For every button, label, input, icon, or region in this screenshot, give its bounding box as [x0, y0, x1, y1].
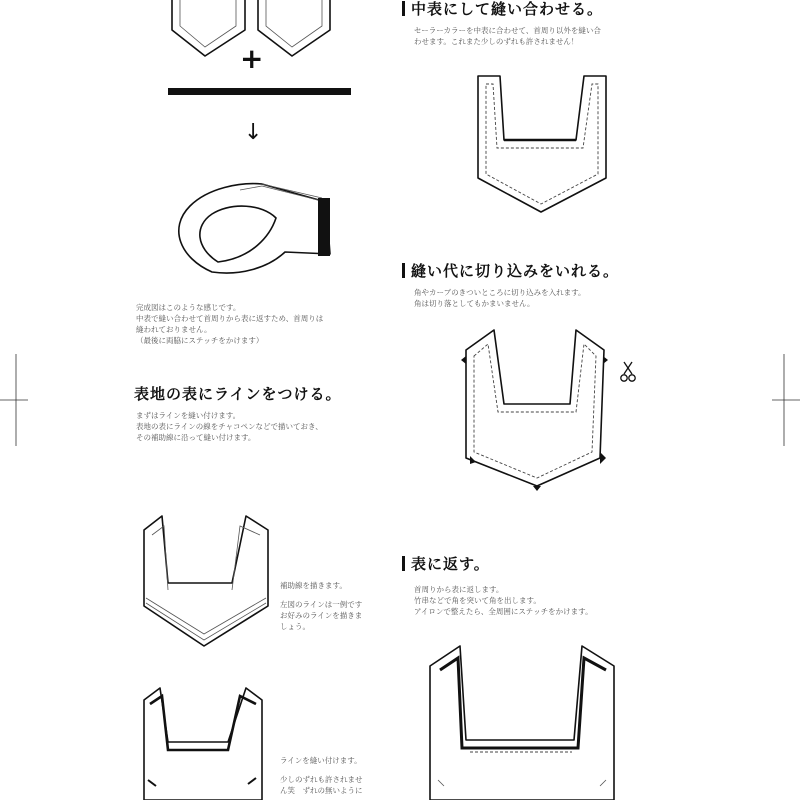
note-line: 左図のラインは一例です	[280, 600, 363, 609]
divider-bar	[168, 88, 351, 95]
note-guide-line	[280, 580, 362, 632]
note-turn-right-side	[414, 584, 593, 617]
registration-mark-right	[772, 354, 800, 446]
note-line: （最後に両脇にステッチをかけます）	[136, 336, 264, 345]
note-line: 角は切り落としてもかまいません。	[414, 299, 535, 308]
collar-notch-illustration	[461, 330, 608, 491]
note-completed	[136, 302, 323, 346]
scissors-icon	[621, 362, 635, 381]
arrow-down-icon: ↓	[244, 120, 263, 145]
heading-bar	[402, 556, 405, 571]
collar-guide-line-illustration	[144, 516, 268, 646]
note-line: 角やカーブのきついところに切り込みを入れます。	[414, 288, 586, 297]
note-line: わせます。これまた少しのずれも許されません！	[414, 37, 579, 46]
note-line: 縫われておりません。	[136, 325, 212, 334]
collar-turned-illustration	[430, 646, 614, 800]
note-line: お好みのラインを描きま	[280, 611, 363, 620]
note-sew-line	[280, 755, 363, 796]
heading-add-line	[134, 383, 342, 404]
heading-turn-right-side	[402, 553, 490, 574]
note-line: セーラーカラーを中表に合わせて、首周り以外を縫い合	[414, 26, 601, 35]
note-line: 竹串などで角を突いて角を出します。	[414, 596, 541, 605]
note-line: ん笑 ずれの無いように	[280, 786, 363, 795]
note-line: その補助線に沿って縫い付けます。	[136, 433, 256, 442]
note-line	[280, 591, 362, 599]
heading-text: 中表にして縫い合わせる。	[411, 0, 604, 18]
heading-sew-together	[402, 0, 603, 19]
note-line: 首周りから表に返します。	[414, 585, 504, 594]
heading-bar	[402, 1, 405, 16]
note-line	[280, 766, 363, 774]
heading-text: 縫い代に切り込みをいれる。	[411, 262, 620, 280]
heading-text: 表に返す。	[411, 555, 490, 573]
note-line: まずはラインを縫い付けます。	[136, 411, 241, 420]
note-line: ラインを縫い付けます。	[280, 756, 362, 765]
note-cut-notches	[414, 287, 586, 309]
note-line: 表地の表にラインの線をチャコペンなどで描いておき、	[136, 422, 323, 431]
note-add-line	[136, 410, 323, 443]
note-sew-together	[414, 25, 601, 47]
registration-mark-left	[0, 354, 28, 446]
note-line: 少しのずれも許されませ	[280, 775, 363, 784]
collar-line-sewn-illustration	[144, 688, 262, 800]
heading-text: 表地の表にラインをつける。	[134, 385, 342, 403]
note-line: 中表で縫い合わせて首周りから表に返すため、首周りは	[136, 314, 324, 323]
folded-collar-illustration	[179, 184, 330, 273]
heading-cut-notches	[402, 260, 619, 281]
heading-bar	[402, 263, 405, 278]
note-line: しょう。	[280, 622, 310, 631]
collar-sewn-illustration	[478, 76, 606, 212]
note-line: アイロンで整えたら、全周囲にステッチをかけます。	[414, 607, 593, 616]
note-line: 完成図はこのような感じです。	[136, 303, 241, 312]
plus-symbol: +	[240, 42, 264, 75]
note-line: 補助線を描きます。	[280, 581, 347, 590]
